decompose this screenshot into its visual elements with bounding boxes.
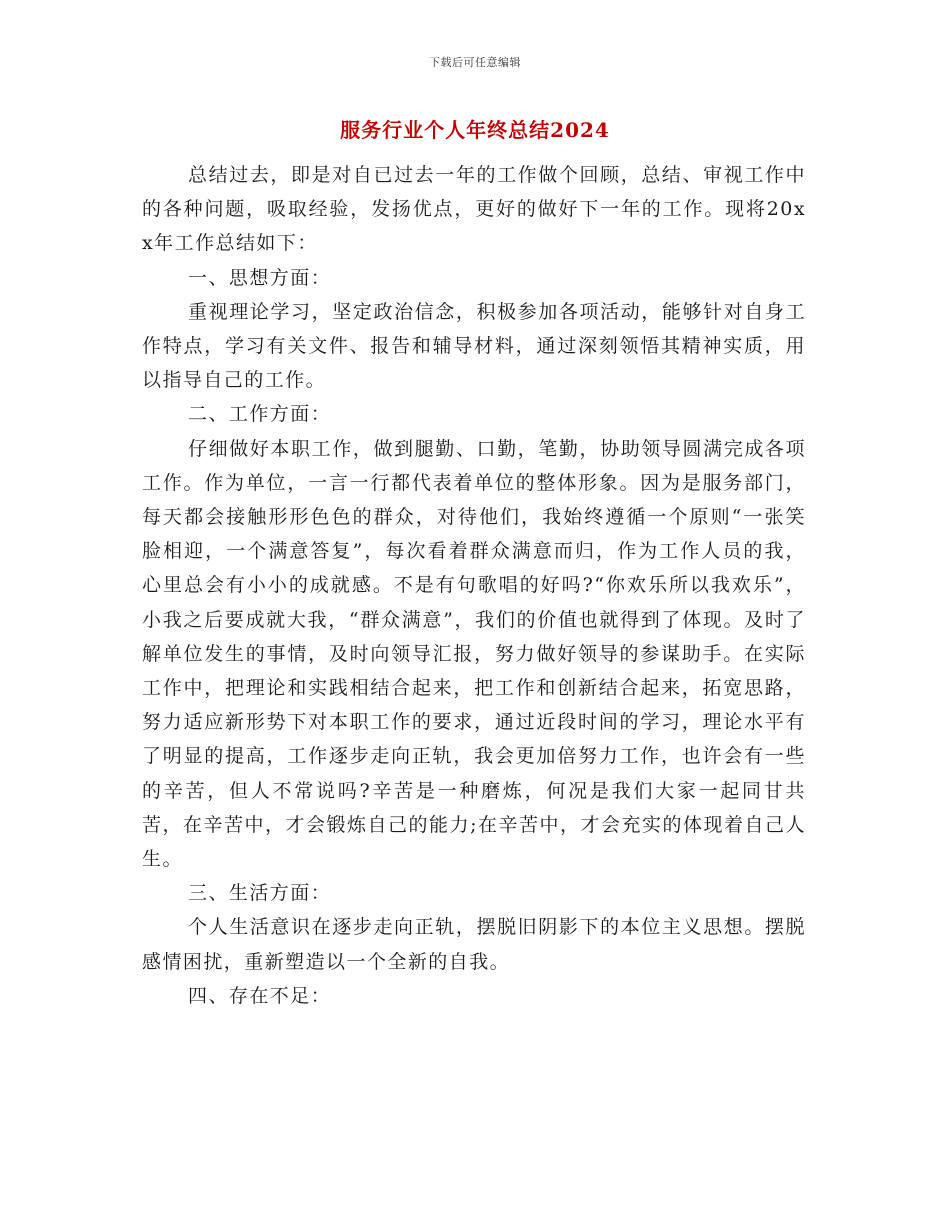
section-heading-work: 二、工作方面： bbox=[188, 403, 332, 426]
section-heading-thought: 一、思想方面： bbox=[188, 266, 332, 289]
section-heading-life: 三、生活方面： bbox=[188, 882, 332, 905]
paragraph-thought: 重视理论学习，坚定政治信念，积极参加各项活动，能够针对自身工作特点，学习有关文件、报告和辅导材料，通过深刻领悟其精神实质，用以指导自己的工作。 bbox=[142, 300, 806, 392]
paragraph-work: 仔细做好本职工作，做到腿勤、口勤，笔勤，协助领导圆满完成各项工作。作为单位，一言一行都代表着单位的整体形象。因为是服务部门，每天都会接触形形色色的群众，对待他们，我始终遵循一个原则“一张笑脸相迎，一个满意答复”，每次看着群众满意而归，作为工作人员的我，心里总会有小小的成就感。不是有句歌唱的好吗?“你欢乐所以我欢乐”，小我之后要成就大我，“群众满意”，我们的价值也就得到了体现。及时了解单位发生的事情，及时向领导汇报，努力做好领导的参谋助手。在实际工作中，把理论和实践相结合起来，把工作和创新结合起来，拓宽思路，努力适应新形势下对本职工作的要求，通过近段时间的学习，理论水平有了明显的提高，工作逐步走向正轨，我会更加倍努力工作，也许会有一些的辛苦，但人不常说吗?辛苦是一种磨炼，何况是我们大家一起同甘共苦，在辛苦中，才会锻炼自己的能力;在辛苦中，才会充实的体现着自己人生。 bbox=[142, 437, 806, 871]
paragraph-intro: 总结过去，即是对自已过去一年的工作做个回顾，总结、审视工作中的各种问题，吸取经验，发扬优点，更好的做好下一年的工作。现将20xx年工作总结如下： bbox=[142, 164, 806, 255]
header-note: 下载后可任意编辑 bbox=[429, 56, 521, 69]
paragraph-life: 个人生活意识在逐步走向正轨，摆脱旧阴影下的本位主义思想。摆脱感情困扰，重新塑造以一个全新的自我。 bbox=[142, 916, 806, 973]
section-heading-shortcomings: 四、存在不足： bbox=[188, 984, 332, 1007]
document-title: 服务行业个人年终总结2024 bbox=[340, 118, 610, 142]
document-body bbox=[142, 158, 806, 1013]
